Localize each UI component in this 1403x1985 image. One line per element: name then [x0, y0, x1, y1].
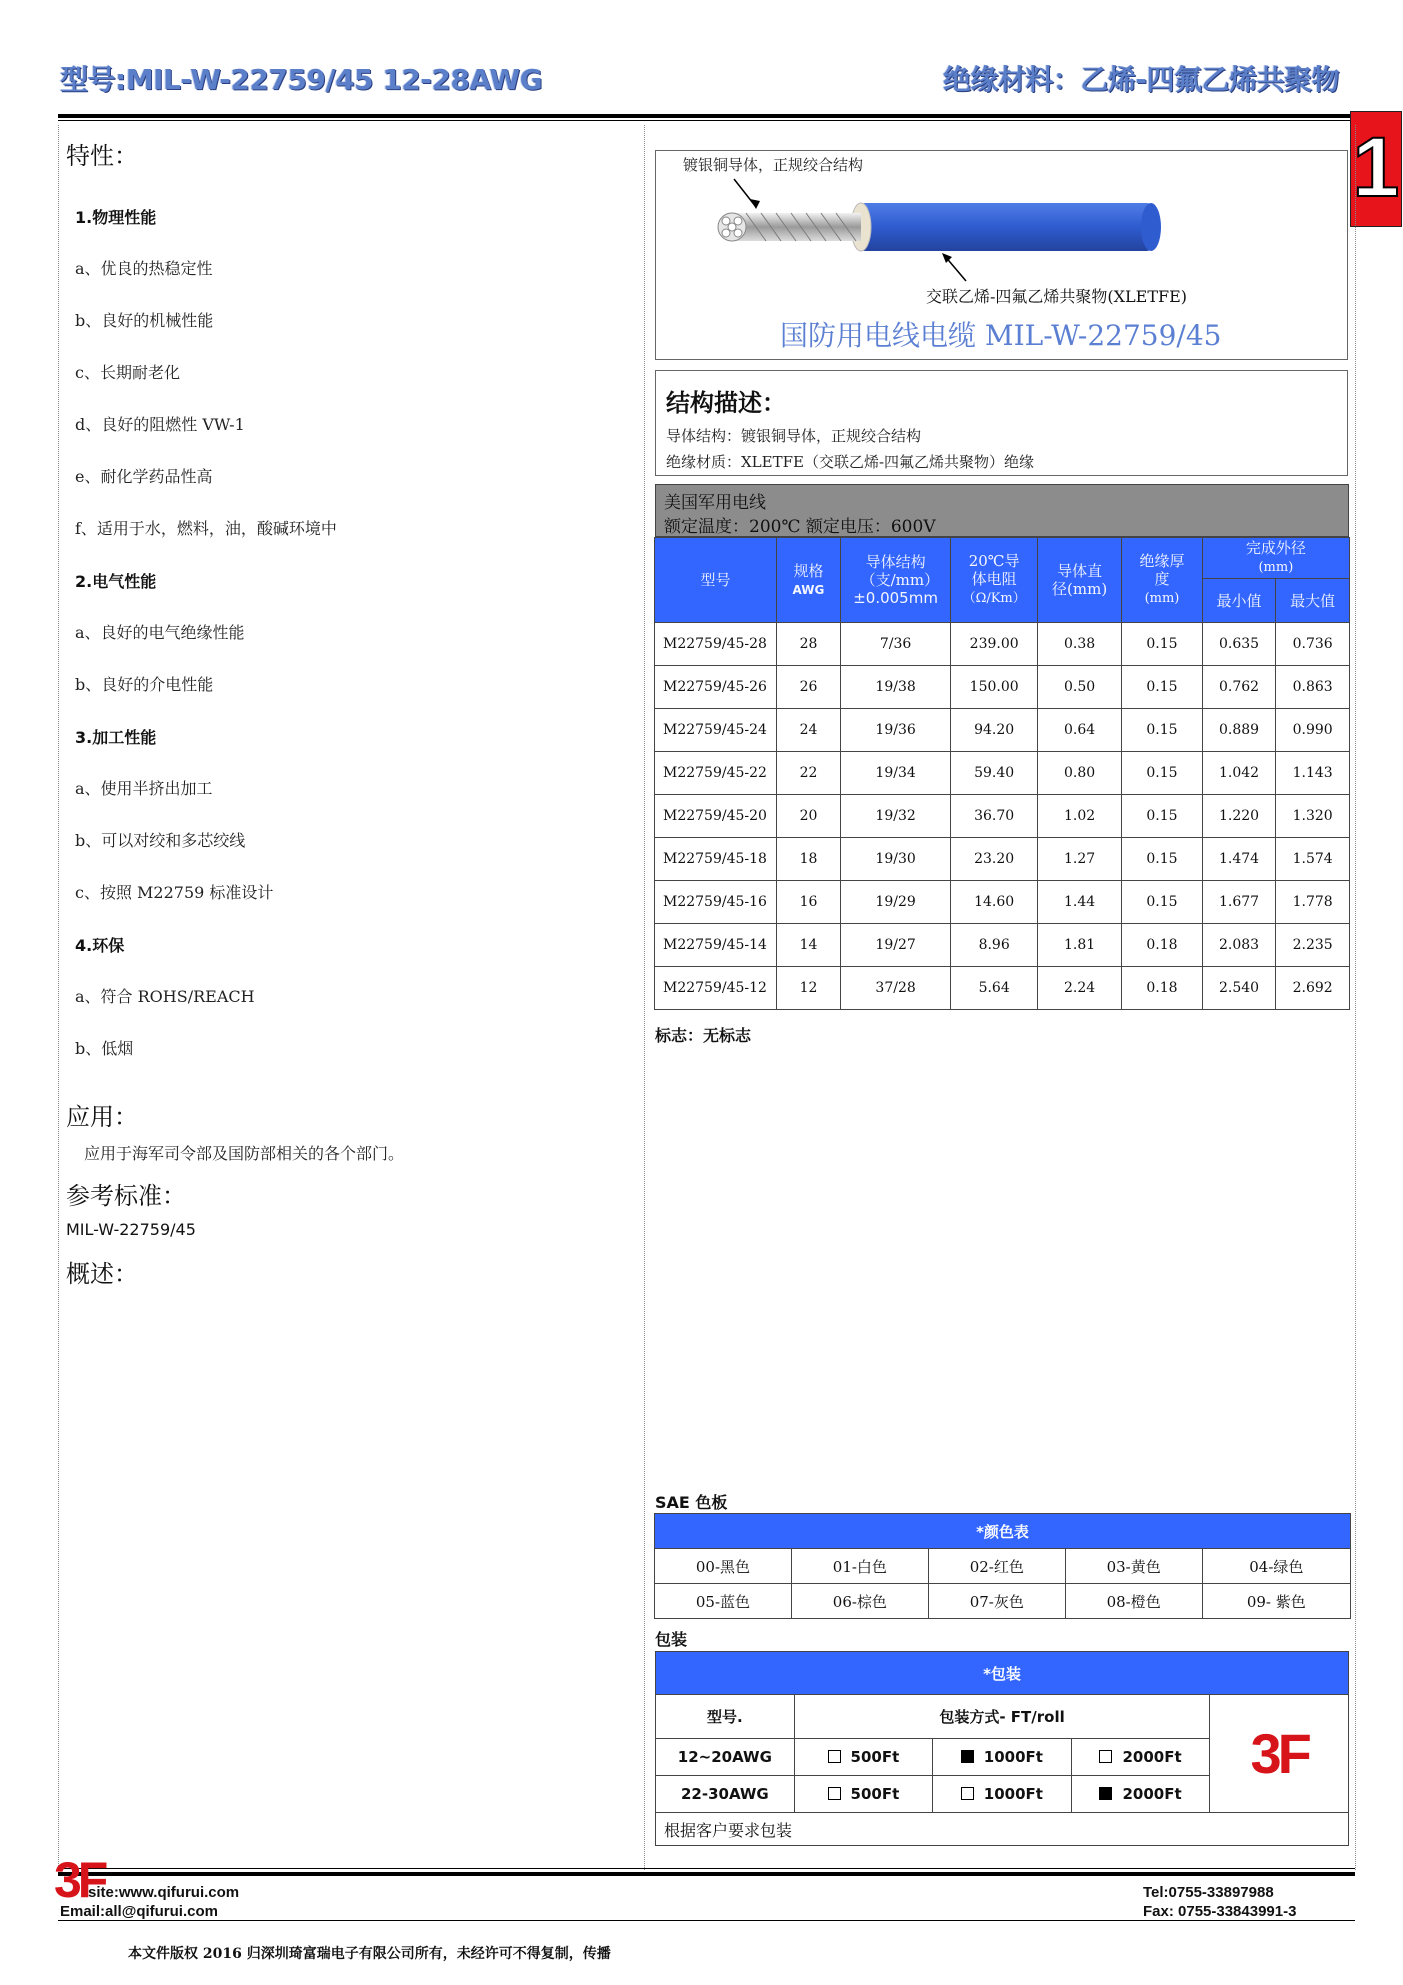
- packaging-option[interactable]: 500Ft: [794, 1776, 932, 1813]
- color-cell: 04-绿色: [1202, 1549, 1350, 1584]
- copyright-text: 本文件版权 2016 归深圳琦富瑞电子有限公司所有，未经许可不得复制，传播: [128, 1946, 611, 1962]
- spec-cell: 14: [777, 924, 841, 967]
- email-link[interactable]: Email:all@qifurui.com: [60, 1903, 218, 1920]
- header-od-min: 最小值: [1202, 579, 1276, 623]
- properties-title: 特性：: [66, 142, 138, 170]
- checkbox-icon[interactable]: [828, 1787, 841, 1800]
- spec-cell: 5.64: [951, 967, 1038, 1010]
- spec-cell: 0.18: [1122, 924, 1203, 967]
- spec-cell: 2.235: [1276, 924, 1350, 967]
- spec-cell: 2.540: [1202, 967, 1276, 1010]
- spec-cell: 26: [777, 666, 841, 709]
- header-model: 型号: [655, 538, 777, 623]
- spec-cell: 0.50: [1038, 666, 1122, 709]
- spec-cell: M22759/45-14: [655, 924, 777, 967]
- spec-cell: 1.778: [1276, 881, 1350, 924]
- footer-bottom-rule: [58, 1920, 1355, 1921]
- figure-caption: 国防用电线电缆 MIL-W-22759/45: [780, 319, 1222, 352]
- packaging-logo-cell: [1210, 1695, 1349, 1813]
- property-item: b、良好的机械性能: [75, 311, 214, 330]
- header-od-max: 最大值: [1276, 579, 1350, 623]
- color-cell: 02-红色: [928, 1549, 1065, 1584]
- spec-cell: 2.24: [1038, 967, 1122, 1010]
- fax-text: Fax: 0755-33843991-3: [1143, 1903, 1297, 1920]
- spec-table: [654, 537, 1350, 1010]
- spec-cell: 19/27: [840, 924, 950, 967]
- property-item: e、耐化学药品性高: [75, 467, 213, 486]
- spec-cell: 94.20: [951, 709, 1038, 752]
- checkbox-icon[interactable]: [961, 1787, 974, 1800]
- spec-cell: 0.635: [1202, 623, 1276, 666]
- spec-row: [655, 967, 1350, 1010]
- spec-cell: 0.80: [1038, 752, 1122, 795]
- packaging-option[interactable]: 500Ft: [794, 1739, 932, 1776]
- spec-cell: M22759/45-24: [655, 709, 777, 752]
- color-cell: 07-灰色: [928, 1584, 1065, 1619]
- spec-cell: 0.15: [1122, 795, 1203, 838]
- color-cell: 08-橙色: [1065, 1584, 1202, 1619]
- header-rule-thin: [58, 120, 1355, 121]
- structure-conductor: 导体结构：镀银铜导体，正规绞合结构: [666, 427, 922, 445]
- conductor-label: 镀银铜导体，正规绞合结构: [683, 156, 864, 174]
- spec-row: [655, 666, 1350, 709]
- property-item: f、适用于水，燃料，油，酸碱环境中: [75, 519, 337, 538]
- spec-cell: 0.863: [1276, 666, 1350, 709]
- property-item: a、优良的热稳定性: [75, 259, 213, 278]
- spec-cell: 36.70: [951, 795, 1038, 838]
- color-table-title: *颜色表: [655, 1514, 1351, 1549]
- color-board-title: SAE 色板: [655, 1493, 728, 1512]
- spec-cell: M22759/45-12: [655, 967, 777, 1010]
- application-text: 应用于海军司令部及国防部相关的各个部门。: [84, 1144, 405, 1163]
- spec-cell: 59.40: [951, 752, 1038, 795]
- packaging-option[interactable]: 1000Ft: [933, 1739, 1072, 1776]
- checkbox-checked-icon[interactable]: [1099, 1787, 1112, 1800]
- spec-cell: M22759/45-18: [655, 838, 777, 881]
- spec-cell: 19/32: [840, 795, 950, 838]
- spec-cell: 28: [777, 623, 841, 666]
- spec-cell: 19/36: [840, 709, 950, 752]
- spec-cell: 0.889: [1202, 709, 1276, 752]
- spec-cell: 0.15: [1122, 752, 1203, 795]
- spec-cell: 0.38: [1038, 623, 1122, 666]
- spec-cell: 18: [777, 838, 841, 881]
- spec-cell: 0.15: [1122, 709, 1203, 752]
- group-title-physical: 1.物理性能: [75, 208, 157, 227]
- spec-cell: 16: [777, 881, 841, 924]
- spec-cell: 1.574: [1276, 838, 1350, 881]
- color-cell: 05-蓝色: [655, 1584, 792, 1619]
- header-thickness: 绝缘厚度 (mm): [1122, 538, 1203, 623]
- group-title-environment: 4.环保: [75, 936, 125, 955]
- spec-cell: 19/38: [840, 666, 950, 709]
- material-title: 绝缘材料：乙烯-四氟乙烯共聚物: [942, 63, 1339, 96]
- packaging-note: 根据客户要求包装: [656, 1813, 1349, 1846]
- spec-cell: 24: [777, 709, 841, 752]
- packaging-option[interactable]: 1000Ft: [933, 1776, 1072, 1813]
- spec-cell: M22759/45-22: [655, 752, 777, 795]
- spec-row: [655, 924, 1350, 967]
- spec-cell: 19/29: [840, 881, 950, 924]
- spec-cell: 1.02: [1038, 795, 1122, 838]
- marking-text: 标志：无标志: [655, 1026, 752, 1045]
- packaging-table: [655, 1651, 1349, 1846]
- spec-row: [655, 709, 1350, 752]
- color-table: [654, 1513, 1351, 1619]
- overview-title: 概述：: [66, 1260, 138, 1288]
- header-strand: 导体结构（支/mm） ±0.005mm: [840, 538, 950, 623]
- rating-bar: [655, 484, 1349, 537]
- spec-cell: 0.15: [1122, 666, 1203, 709]
- checkbox-icon[interactable]: [828, 1750, 841, 1763]
- color-cell: 00-黑色: [655, 1549, 792, 1584]
- header-diameter: 导体直径(mm): [1038, 538, 1122, 623]
- spec-cell: 0.15: [1122, 881, 1203, 924]
- color-cell: 09- 紫色: [1202, 1584, 1350, 1619]
- spec-row: [655, 752, 1350, 795]
- packaging-option[interactable]: 2000Ft: [1071, 1739, 1210, 1776]
- spec-cell: M22759/45-16: [655, 881, 777, 924]
- reference-text: MIL-W-22759/45: [66, 1220, 196, 1239]
- spec-cell: 1.320: [1276, 795, 1350, 838]
- insulation-label: 交联乙烯-四氟乙烯共聚物(XLETFE): [926, 287, 1188, 306]
- structure-title: 结构描述：: [666, 389, 786, 417]
- checkbox-icon[interactable]: [1099, 1750, 1112, 1763]
- footer-rule: [58, 1872, 1355, 1876]
- spec-cell: 0.736: [1276, 623, 1350, 666]
- spec-cell: 0.762: [1202, 666, 1276, 709]
- checkbox-checked-icon[interactable]: [961, 1750, 974, 1763]
- property-item: b、良好的介电性能: [75, 675, 214, 694]
- spec-cell: 0.15: [1122, 623, 1203, 666]
- spec-cell: M22759/45-20: [655, 795, 777, 838]
- color-cell: 06-棕色: [791, 1584, 928, 1619]
- spec-cell: 1.44: [1038, 881, 1122, 924]
- spec-row: [655, 623, 1350, 666]
- model-title: 型号:MIL-W-22759/45 12-28AWG: [60, 63, 543, 96]
- brand-logo: 3F: [1250, 1722, 1308, 1785]
- property-item: a、符合 ROHS/REACH: [75, 987, 255, 1006]
- spec-cell: M22759/45-28: [655, 623, 777, 666]
- spec-cell: 23.20: [951, 838, 1038, 881]
- packaging-model-header: 型号.: [656, 1695, 795, 1739]
- spec-cell: 2.083: [1202, 924, 1276, 967]
- footer-logo: 3F: [54, 1852, 105, 1908]
- spec-cell: 1.143: [1276, 752, 1350, 795]
- spec-cell: 0.18: [1122, 967, 1203, 1010]
- property-item: b、低烟: [75, 1039, 134, 1058]
- rating-title: 美国军用电线: [664, 493, 766, 513]
- spec-cell: 1.27: [1038, 838, 1122, 881]
- spec-cell: 19/34: [840, 752, 950, 795]
- reference-title: 参考标准：: [66, 1182, 186, 1210]
- property-item: b、可以对绞和多芯绞线: [75, 831, 246, 850]
- tel-text: Tel:0755-33897988: [1143, 1884, 1274, 1901]
- page-number: 1: [1352, 120, 1400, 214]
- property-item: d、良好的阻燃性 VW-1: [75, 415, 245, 434]
- packaging-method-header: 包装方式- FT/roll: [794, 1695, 1210, 1739]
- spec-cell: 0.64: [1038, 709, 1122, 752]
- right-border: [1355, 125, 1356, 1870]
- application-title: 应用：: [66, 1103, 138, 1131]
- packaging-row-model: 12~20AWG: [656, 1739, 795, 1776]
- spec-cell: 37/28: [840, 967, 950, 1010]
- packaging-title: 包装: [655, 1630, 688, 1649]
- spec-cell: 1.042: [1202, 752, 1276, 795]
- cable-figure-box: [655, 150, 1348, 360]
- spec-cell: 2.692: [1276, 967, 1350, 1010]
- page-badge: [1350, 111, 1402, 227]
- spec-row: [655, 881, 1350, 924]
- spec-cell: 8.96: [951, 924, 1038, 967]
- spec-row: [655, 795, 1350, 838]
- spec-cell: 1.220: [1202, 795, 1276, 838]
- header-gauge: 规格 AWG: [777, 538, 841, 623]
- group-title-electrical: 2.电气性能: [75, 572, 157, 591]
- spec-cell: 1.81: [1038, 924, 1122, 967]
- spec-cell: 0.990: [1276, 709, 1350, 752]
- spec-cell: 239.00: [951, 623, 1038, 666]
- property-item: c、长期耐老化: [75, 363, 180, 382]
- spec-cell: 12: [777, 967, 841, 1010]
- structure-insulation: 绝缘材质：XLETFE（交联乙烯-四氟乙烯共聚物）绝缘: [666, 453, 1035, 471]
- spec-cell: 22: [777, 752, 841, 795]
- color-cell: 03-黄色: [1065, 1549, 1202, 1584]
- property-item: c、按照 M22759 标准设计: [75, 883, 274, 902]
- spec-row: [655, 838, 1350, 881]
- footer-rule-thin: [58, 1868, 1355, 1869]
- spec-cell: 150.00: [951, 666, 1038, 709]
- spec-cell: 14.60: [951, 881, 1038, 924]
- spec-cell: 1.474: [1202, 838, 1276, 881]
- website-link[interactable]: site:www.qifurui.com: [88, 1884, 240, 1901]
- color-cell: 01-白色: [791, 1549, 928, 1584]
- rating-values: 额定温度：200℃ 额定电压：600V: [664, 517, 936, 537]
- group-title-processing: 3.加工性能: [75, 728, 157, 747]
- spec-cell: 1.677: [1202, 881, 1276, 924]
- property-item: a、使用半挤出加工: [75, 779, 213, 798]
- header-rule: [58, 114, 1355, 118]
- spec-cell: 20: [777, 795, 841, 838]
- spec-cell: 0.15: [1122, 838, 1203, 881]
- header-od: 完成外径 (mm): [1202, 538, 1349, 579]
- packaging-table-title: *包装: [656, 1652, 1349, 1695]
- spec-cell: 7/36: [840, 623, 950, 666]
- header-resistance: 20℃导体电阻 （Ω/Km）: [951, 538, 1038, 623]
- spec-cell: M22759/45-26: [655, 666, 777, 709]
- structure-box: [655, 370, 1348, 476]
- packaging-row-model: 22-30AWG: [656, 1776, 795, 1813]
- spec-cell: 19/30: [840, 838, 950, 881]
- property-item: a、良好的电气绝缘性能: [75, 623, 245, 642]
- packaging-option[interactable]: 2000Ft: [1071, 1776, 1210, 1813]
